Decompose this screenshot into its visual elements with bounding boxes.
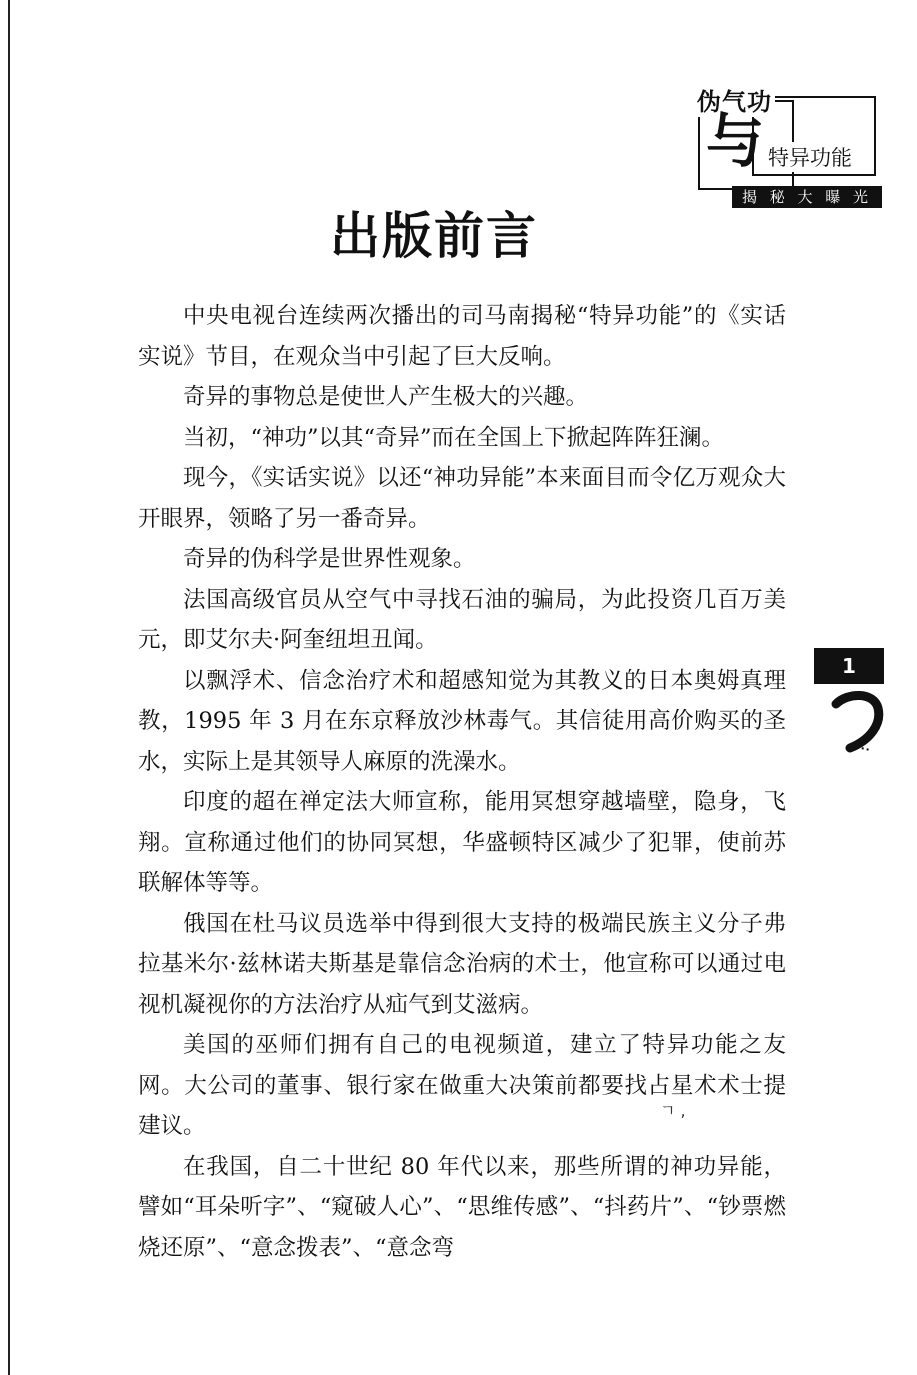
paragraph: 现今，《实话实说》以还“神功异能”本来面目而令亿万观众大开眼界，领略了另一番奇异。 [138, 465, 786, 532]
paragraph: 印度的超在禅定法大师宣称，能用冥想穿越墙壁，隐身，飞翔。宣称通过他们的协同冥想，华盛顿特区减少了犯罪，使前苏联解体等等。 [138, 789, 786, 896]
page-title: 出版前言 [330, 207, 538, 265]
logo-banner: 揭 秘 大 曝 光 [732, 186, 882, 208]
paragraph: 法国高级官员从空气中寻找石油的骗局，为此投资几百万美元，即艾尔夫·阿奎纽坦丑闻。 [138, 586, 786, 653]
series-logo [690, 82, 890, 212]
paragraph: 俄国在杜马议员选举中得到很大支持的极端民族主义分子弗拉基米尔·兹林诺夫斯基是靠信念治病的术士，他宣称可以通过电视机凝视你的方法治疗从疝气到艾滋病。 [138, 910, 786, 1018]
stray-mark: ㄱ , [660, 1101, 686, 1120]
page-edge-rule [8, 0, 10, 1375]
paragraph: 以飘浮术、信念治疗术和超感知觉为其教义的日本奥姆真理教，1995 年 3 月在东京释放沙林毒气。其信徒用高价购买的圣水，实际上是其领导人麻原的洗澡水。 [138, 667, 786, 775]
paragraph: 当初，“神功”以其“奇异”而在全国上下掀起阵阵狂澜。 [183, 424, 725, 451]
paragraph: 美国的巫师们拥有自己的电视频道，建立了特异功能之友网。大公司的董事、银行家在做重大决策前都要找占星术术士提建议。 [138, 1032, 786, 1139]
logo-big-char: 与 [706, 107, 765, 175]
body-text [138, 296, 786, 1268]
paragraph: 奇异的事物总是使世人产生极大的兴趣。 [183, 384, 589, 410]
page-curl-icon [830, 690, 886, 754]
page-number-tab: 1 [814, 648, 884, 684]
logo-right-text: 特异功能 [766, 142, 854, 172]
paragraph: 奇异的伪科学是世界性观象。 [183, 546, 476, 572]
paragraph: 中央电视台连续两次播出的司马南揭秘“特异功能”的《实话实说》节目，在观众当中引起了巨大反响。 [138, 303, 786, 370]
logo-top-text: 伪气功 [694, 82, 775, 117]
paragraph: 在我国，自二十世纪 80 年代以来，那些所谓的神功异能，譬如“耳朵听字”、“窥破人心”、“思维传感”、“抖药片”、“钞票燃烧还原”、“意念拨表”、“意念弯 [138, 1153, 786, 1261]
